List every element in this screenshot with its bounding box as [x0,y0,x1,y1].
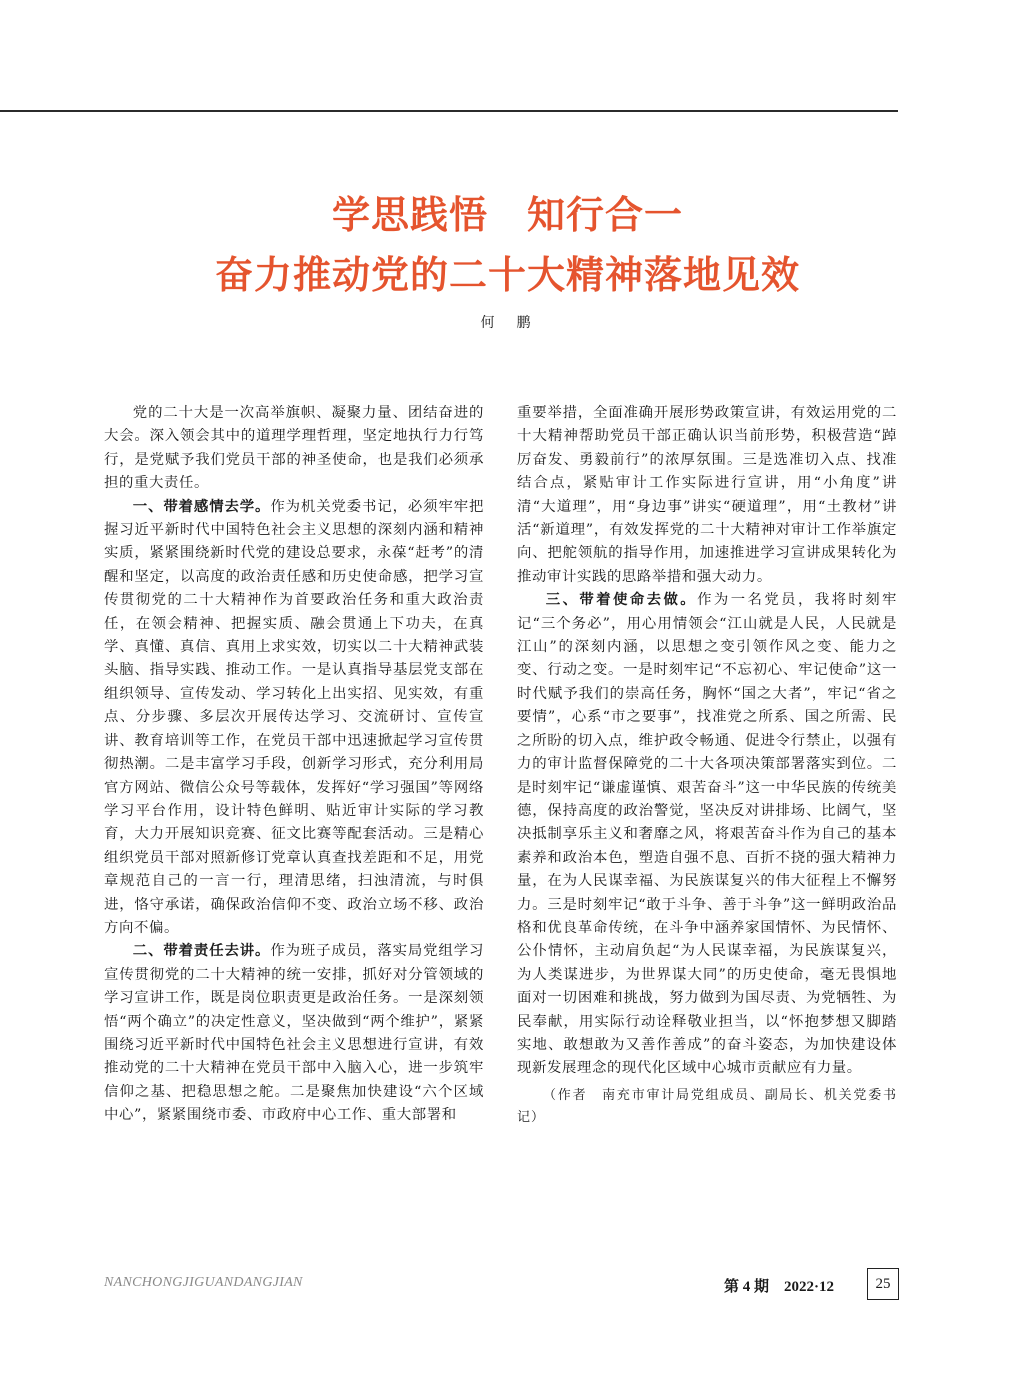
section3-paragraph [517,589,897,1081]
section1-heading: 一、带着感情去学。 [132,498,271,515]
section3-body: 作为一名党员，我将时刻牢记“三个务必”，用心用情领会“江山就是人民，人民就是江山”的深刻内涵，以思想之变引领作风之变、能力之变、行动之变。一是时刻牢记“不忘初心、牢记使命”这一时代赋予我们的崇高任务，胸怀“国之大者”，牢记“省之要情”，心系“市之要事”，找准党之所系、国之所需、民之所盼的切入点，维护政令畅通、促进令行禁止，以强有力的审计监督保障党的二十大各项决策部署落实到位。二是时刻牢记“谦虚谨慎、艰苦奋斗”这一中华民族的传统美德，保持高度的政治警觉，坚决反对讲排场、比阔气，坚决抵制享乐主义和奢靡之风，将艰苦奋斗作为自己的基本素养和政治本色，塑造自强不息、百折不挠的强大精神力量，在为人民谋幸福、为民族谋复兴的伟大征程上不懈努力。三是时刻牢记“敢于斗争、善于斗争”这一鲜明政治品格和优良革命传统，在斗争中涵养家国情怀、为民情怀、公仆情怀，主动肩负起“为人民谋幸福，为民族谋复兴，为人类谋进步，为世界谋大同”的历史使命，毫无畏惧地面对一切困难和挑战，努力做到为国尽责、为党牺牲、为民奉献，用实际行动诠释敬业担当，以“怀抱梦想又脚踏实地、敢想敢为又善作善成”的奋斗姿态，为加快建设体现新发展理念的现代化区域中心城市贡献应有力量。 [517,592,897,1077]
journal-name: NANCHONGJIGUANDANGJIAN [104,1275,303,1290]
page-number: 25 [867,1268,899,1300]
section2-heading: 二、带着责任去讲。 [132,943,271,960]
section3-heading: 三、带着使命去做。 [545,592,698,609]
header-rule [0,110,898,112]
section2-paragraph [104,940,484,1127]
section1-body: 作为机关党委书记，必须牢牢把握习近平新时代中国特色社会主义思想的深刻内涵和精神实质，紧紧围绕新时代党的建设总要求，永葆“赶考”的清醒和坚定，以高度的政治责任感和历史使命感，把学习宣传贯彻党的二十大精神作为首要政治任务和重大政治责任，在领会精神、把握实质、融会贯通上下功夫，在真学、真懂、真信、真用上求实效，切实以二十大精神武装头脑、指导实践、推动工作。一是认真指导基层党支部在组织领导、宣传发动、学习转化上出实招、见实效，有重点、分步骤、多层次开展传达学习、交流研讨、宣传宣讲、教育培训等工作，在党员干部中迅速掀起学习宣传贯彻热潮。二是丰富学习手段，创新学习形式，充分利用局官方网站、微信公众号等载体，发挥好“学习强国”等网络学习平台作用，设计特色鲜明、贴近审计实际的学习教育，大力开展知识竞赛、征文比赛等配套活动。三是精心组织党员干部对照新修订党章认真查找差距和不足，用党章规范自己的一言一行，理清思绪，扫浊清流，与时俱进，恪守承诺，确保政治信仰不变、政治立场不移、政治方向不偏。 [104,498,484,936]
intro-paragraph: 党的二十大是一次高举旗帜、凝聚力量、团结奋进的大会。深入领会其中的道理学理哲理，坚定地执行力行笃行，是党赋予我们党员干部的神圣使命，也是我们必须承担的重大责任。 [104,405,484,492]
section2-continuation: 重要举措，全面准确开展形势政策宣讲，有效运用党的二十大精神帮助党员干部正确认识当前形势，积极营造“踔厉奋发、勇毅前行”的浓厚氛围。三是选准切入点、找准结合点，紧贴审计工作实际进行宣讲，用“小角度”讲清“大道理”，用“身边事”讲实“硬道理”，用“土教材”讲活“新道理”，有效发挥党的二十大精神对审计工作举旗定向、把舵领航的指导作用，加速推进学习宣讲成果转化为推动审计实践的思路举措和强大动力。 [517,405,897,585]
section2-body-left: 作为班子成员，落实局党组学习宣传贯彻党的二十大精神的统一安排，抓好对分管领域的学习宣讲工作，既是岗位职责更是政治任务。一是深刻领悟“两个确立”的决定性意义，坚决做到“两个维护”，紧紧围绕习近平新时代中国特色社会主义思想进行宣讲，有效推动党的二十大精神在党员干部中入脑入心，进一步筑牢信仰之基、把稳思想之舵。二是聚焦加快建设“六个区域中心”，紧紧围绕市委、市政府中心工作、重大部署和 [104,943,484,1124]
right-column [517,402,897,1129]
article-title-line1: 学思践悟 知行合一 [331,192,683,237]
section1-paragraph [104,496,484,941]
article-title-line2: 奋力推动党的二十大精神落地见效 [214,252,800,297]
article-author: 何 鹏 [480,315,535,331]
issue-info: 第 4 期 2022·12 [724,1279,835,1295]
author-note: （作者 南充市审计局党组成员、副局长、机关党委书记） [517,1087,897,1125]
left-column [104,402,484,1128]
